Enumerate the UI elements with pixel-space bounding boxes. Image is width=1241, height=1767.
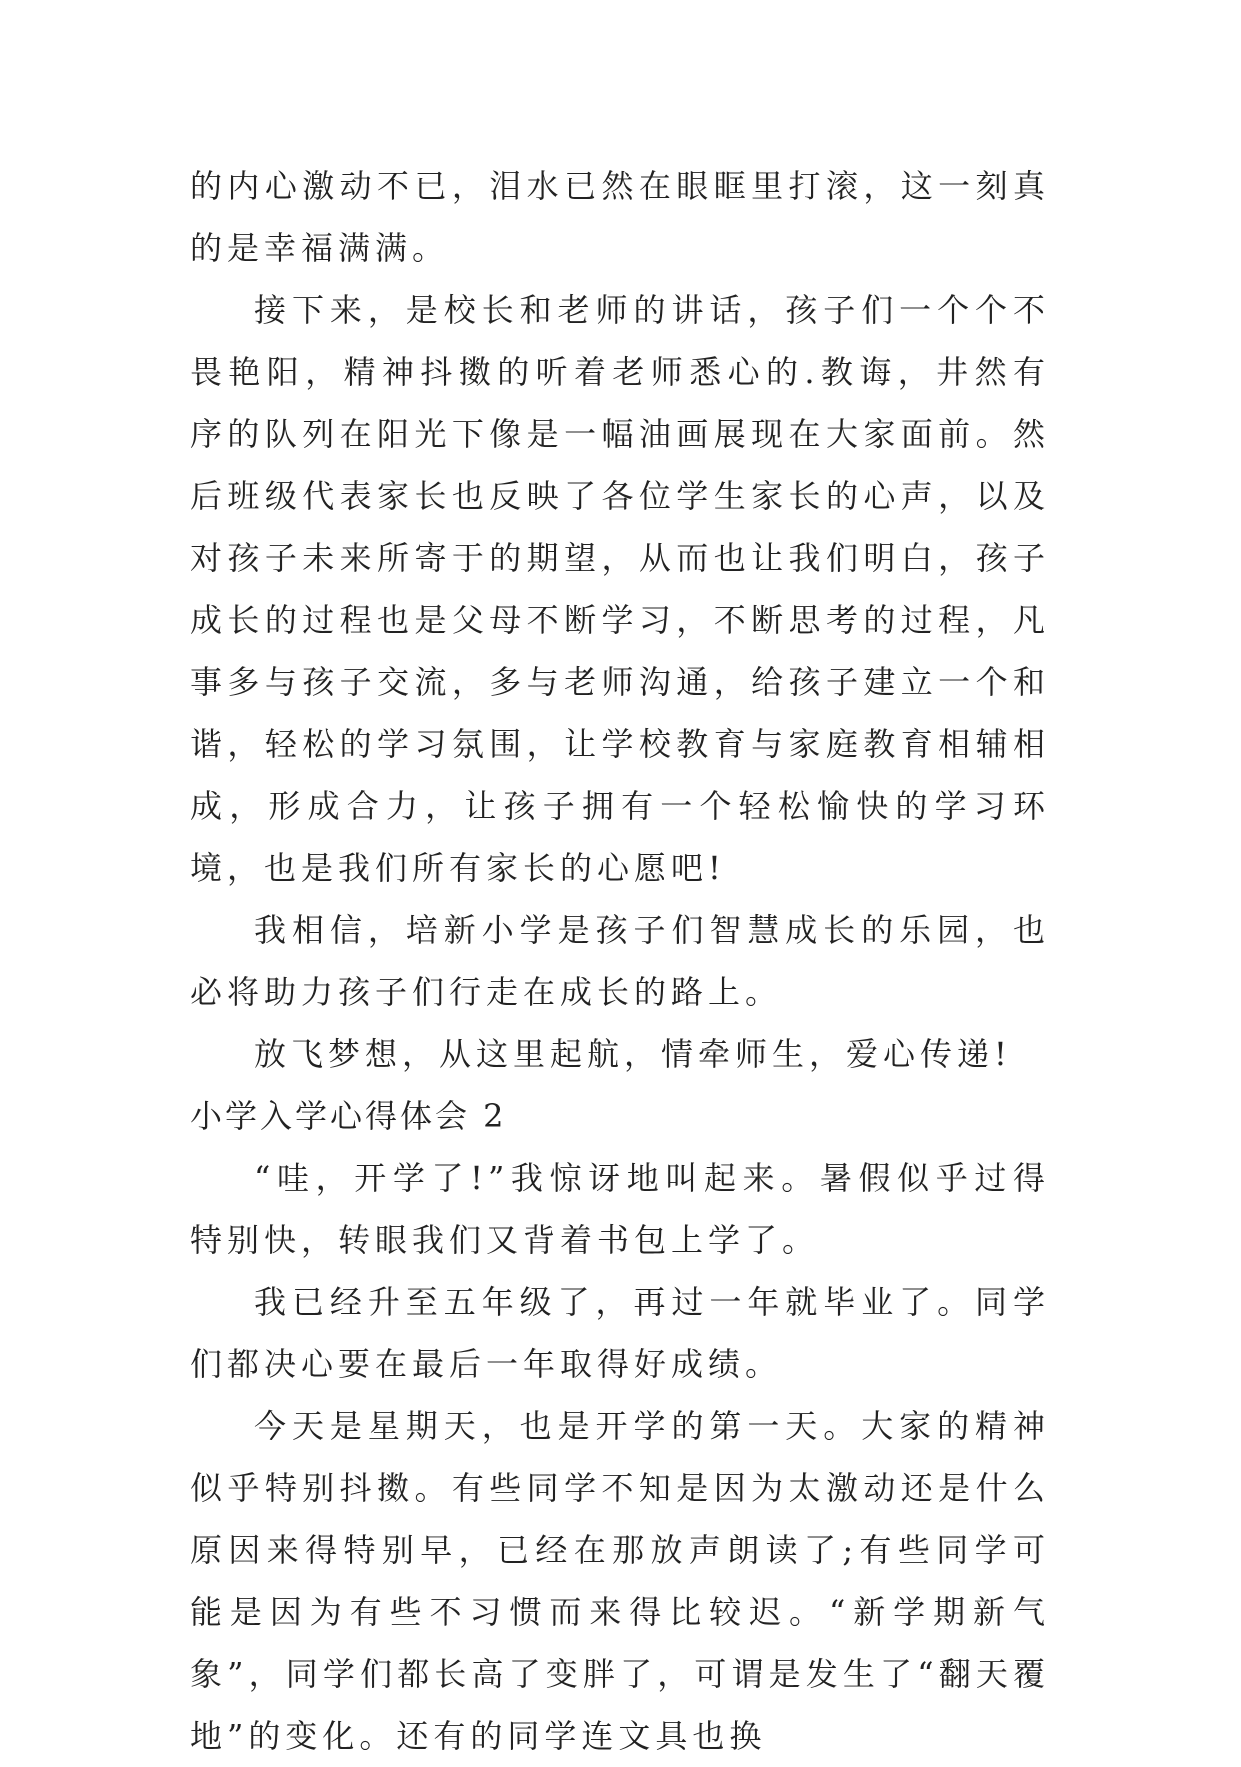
paragraph-first-day: 今天是星期天，也是开学的第一天。大家的精神似乎特别抖擞。有些同学不知是因为太激动还是什么原因来得特别早，已经在那放声朗读了;有些同学可能是因为有些不习惯而来得比较迟。“新学期新气象”，同学们都长高了变胖了，可谓是发生了“翻天覆地”的变化。还有的同学连文具也换 xyxy=(190,1407,1050,1755)
paragraph-speech: 接下来，是校长和老师的讲话，孩子们一个个不畏艳阳，精神抖擞的听着老师悉心的.教诲，井然有序的队列在阳光下像是一幅油画展现在大家面前。然后班级代表家长也反映了各位学生家长的心声，以及对孩子未来所寄于的期望，从而也让我们明白，孩子成长的过程也是父母不断学习，不断思考的过程，凡事多与孩子交流，多与老师沟通，给孩子建立一个和谐，轻松的学习氛围，让学校教育与家庭教育相辅相成，形成合力，让孩子拥有一个轻松愉快的学习环境，也是我们所有家长的心愿吧! xyxy=(190,291,1050,887)
paragraph-fifth-grade: 我已经升至五年级了，再过一年就毕业了。同学们都决心要在最后一年取得好成绩。 xyxy=(190,1283,1050,1383)
paragraph-slogan: 放飞梦想，从这里起航，情牵师生，爱心传递! xyxy=(254,1035,1012,1073)
document-body xyxy=(190,155,1050,1767)
section-title: 小学入学心得体会 2 xyxy=(190,1097,507,1135)
paragraph-school-start: “哇，开学了!”我惊讶地叫起来。暑假似乎过得特别快，转眼我们又背着书包上学了。 xyxy=(190,1159,1050,1259)
paragraph-belief: 我相信，培新小学是孩子们智慧成长的乐园，也必将助力孩子们行走在成长的路上。 xyxy=(190,911,1050,1011)
paragraph-continuation: 的内心激动不已，泪水已然在眼眶里打滚，这一刻真的是幸福满满。 xyxy=(190,167,1050,267)
